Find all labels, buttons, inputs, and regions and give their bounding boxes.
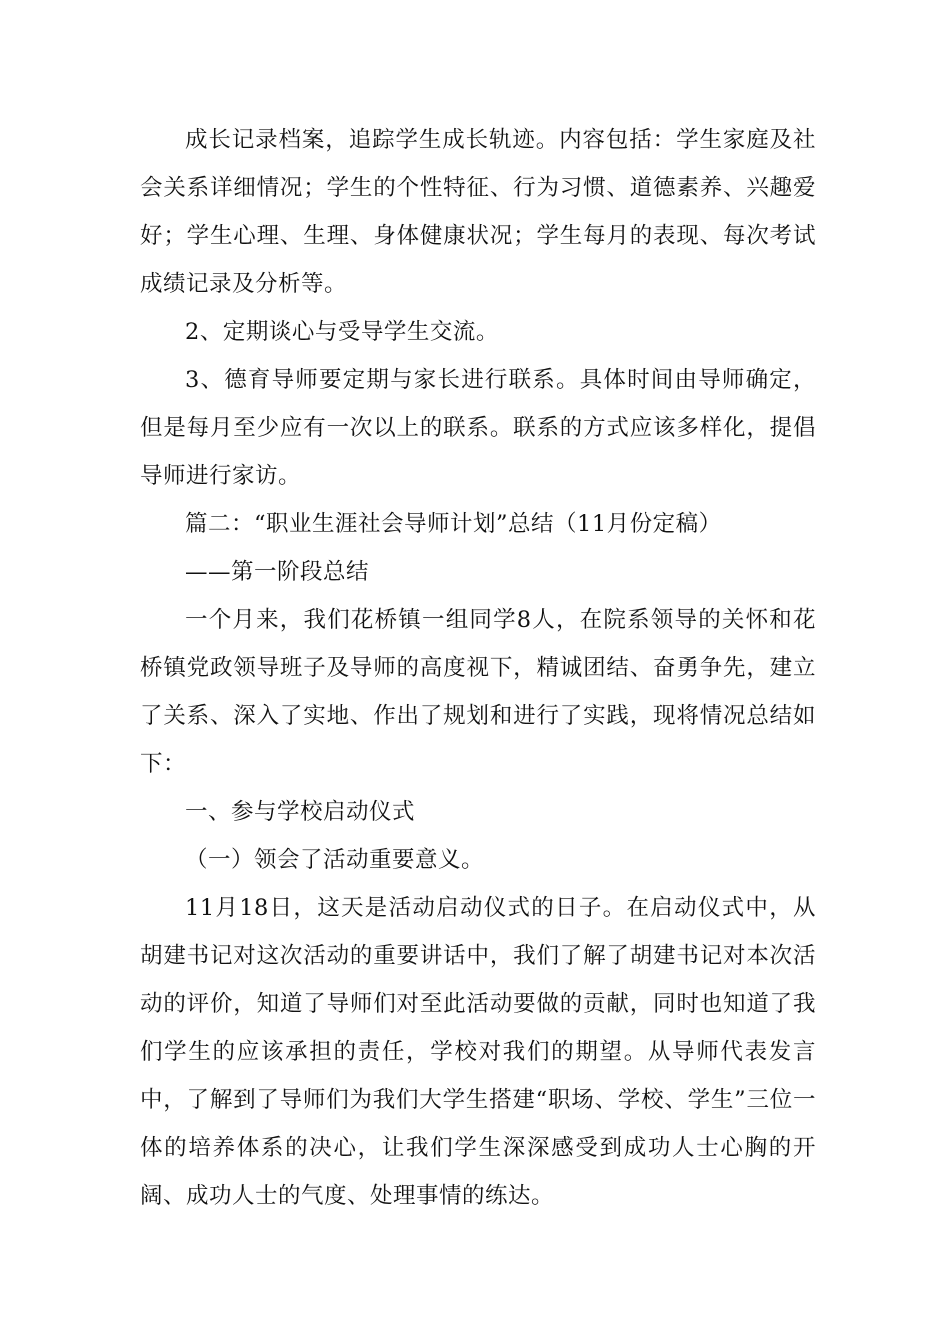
- paragraph-item-3: 3、德育导师要定期与家长进行联系。具体时间由导师确定，但是每月至少应有一次以上的联系。联系的方式应该多样化，提倡导师进行家访。: [140, 367, 816, 489]
- section-heading-part-two: 篇二：“职业生涯社会导师计划”总结（11月份定稿）: [185, 511, 722, 537]
- subheading-stage-one: ——第一阶段总结: [185, 559, 370, 585]
- paragraph-ceremony-details: 11月18日，这天是活动启动仪式的日子。在启动仪式中，从胡建书记对这次活动的重要讲话中，我们了解了胡建书记对本次活动的评价，知道了导师们对至此活动要做的贡献，同时也知道了我们学生的应该承担的责任，学校对我们的期望。从导师代表发言中，了解到了导师们为我们大学生搭建“职场、学校、学生”三位一体的培养体系的决心，让我们学生深深感受到成功人士心胸的开阔、成功人士的气度、处理事情的练达。: [140, 895, 816, 1209]
- paragraph-item-2: 2、定期谈心与受导学生交流。: [185, 319, 499, 345]
- heading-launch-ceremony: 一、参与学校启动仪式: [185, 799, 416, 825]
- paragraph-growth-record: 成长记录档案，追踪学生成长轨迹。内容包括：学生家庭及社会关系详细情况；学生的个性特征、行为习惯、道德素养、兴趣爱好；学生心理、生理、身体健康状况；学生每月的表现、每次考试成绩记录及分析等。: [140, 127, 816, 297]
- subheading-significance: （一）领会了活动重要意义。: [185, 847, 485, 873]
- document-body: [140, 116, 816, 1220]
- paragraph-intro-summary: 一个月来，我们花桥镇一组同学8人，在院系领导的关怀和花桥镇党政领导班子及导师的高度视下，精诚团结、奋勇争先，建立了关系、深入了实地、作出了规划和进行了实践，现将情况总结如下：: [140, 607, 816, 777]
